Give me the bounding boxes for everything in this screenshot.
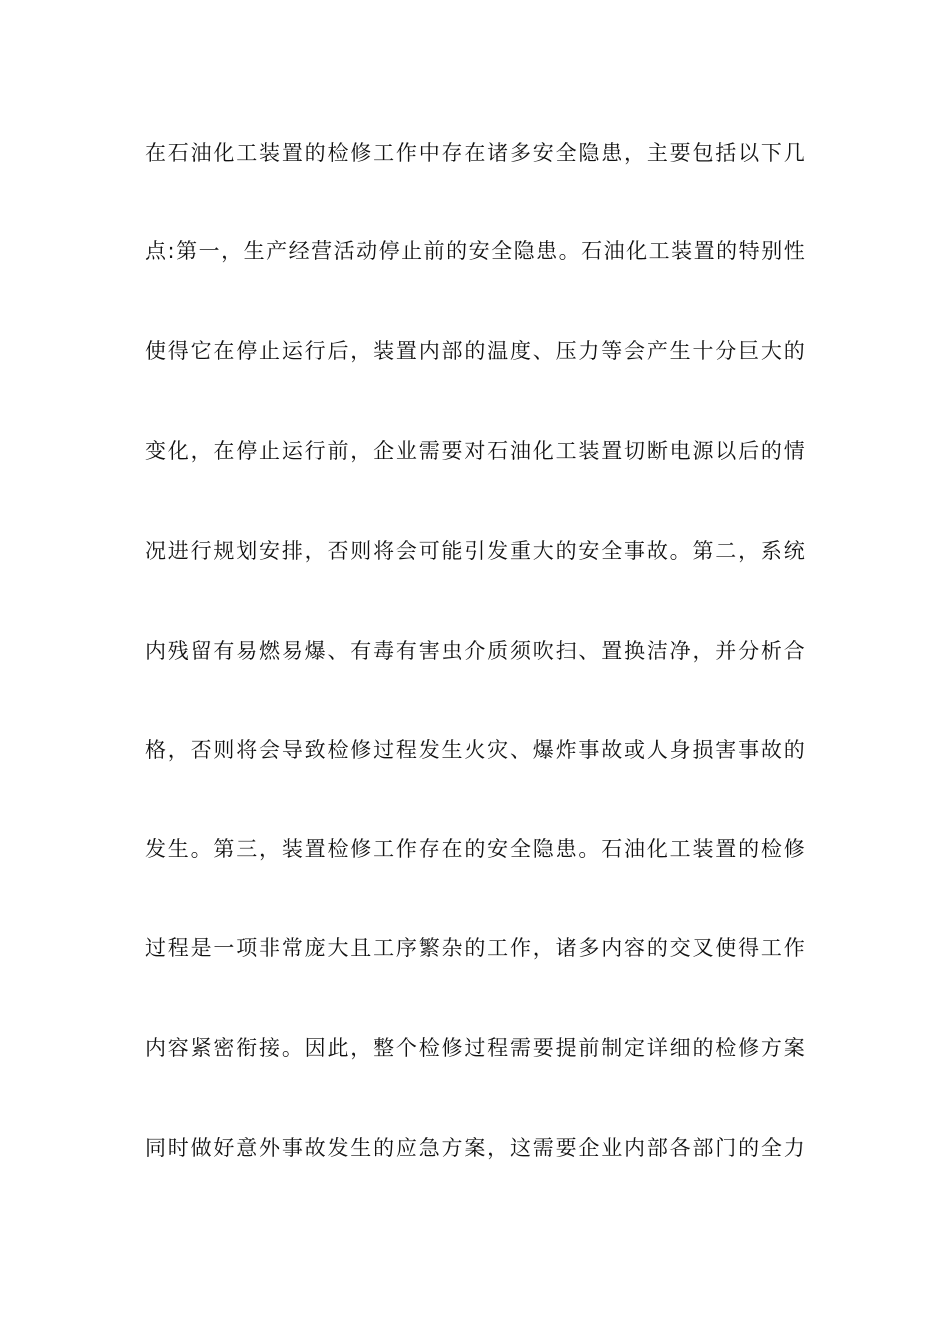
text-line: 变化，在停止运行前，企业需要对石油化工装置切断电源以后的情	[145, 439, 805, 463]
text-line: 在石油化工装置的检修工作中存在诸多安全隐患，主要包括以下几	[145, 141, 805, 165]
text-line: 内残留有易燃易爆、有毒有害虫介质须吹扫、置换洁净，并分析合	[145, 639, 805, 663]
text-line: 点:第一，生产经营活动停止前的安全隐患。石油化工装置的特别性	[145, 239, 805, 263]
text-line: 发生。第三，装置检修工作存在的安全隐患。石油化工装置的检修	[145, 837, 805, 861]
text-line: 内容紧密衔接。因此，整个检修过程需要提前制定详细的检修方案	[145, 1036, 805, 1060]
text-line: 格，否则将会导致检修过程发生火灾、爆炸事故或人身损害事故的	[145, 738, 805, 762]
text-line: 况进行规划安排，否则将会可能引发重大的安全事故。第二，系统	[145, 539, 805, 563]
text-line: 同时做好意外事故发生的应急方案，这需要企业内部各部门的全力	[145, 1136, 805, 1160]
text-line: 使得它在停止运行后，装置内部的温度、压力等会产生十分巨大的	[145, 339, 805, 363]
text-line: 过程是一项非常庞大且工序繁杂的工作，诸多内容的交叉使得工作	[145, 936, 805, 960]
